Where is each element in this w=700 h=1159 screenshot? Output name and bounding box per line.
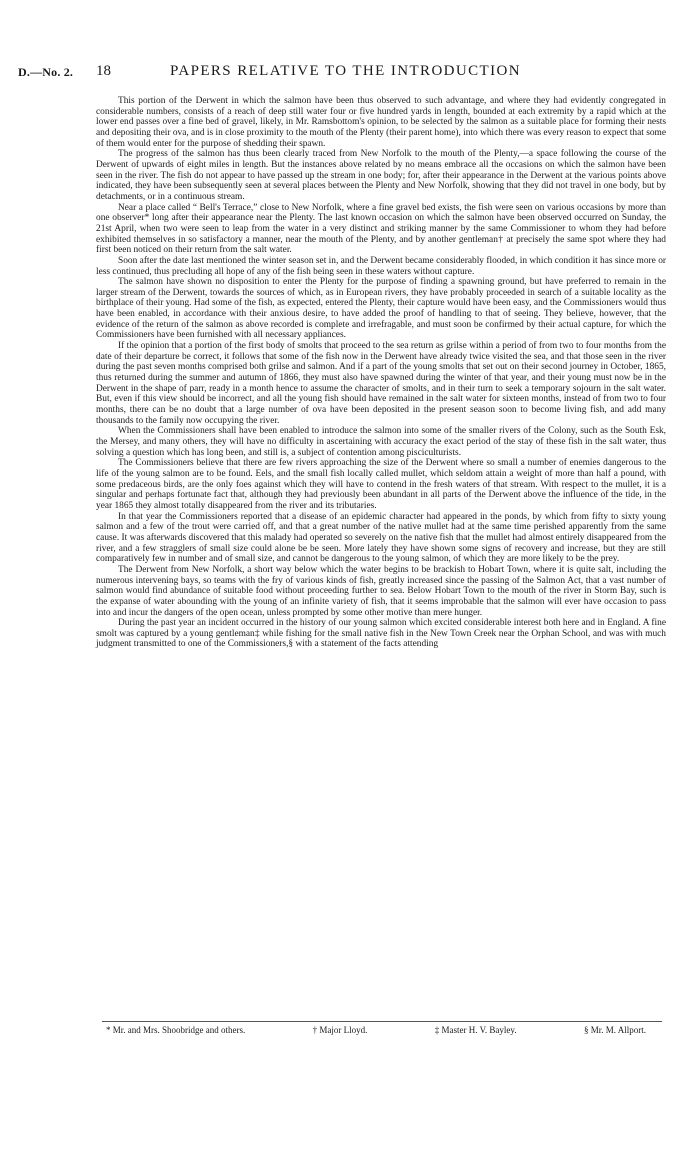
footnote: § Mr. M. Allport.: [583, 1025, 646, 1035]
paragraph: If the opinion that a portion of the first body of smolts that proceed to the sea return as grilse within a period of from two to four months from the date of their departure be correct, it follows that some of the fish now in the Derwent have already twice visited the sea, and that those seen in the river during the past seven months comprised both grilse and salmon. And if a part of the young smolts that set out on their second journey in October, 1865, thus returned during the summer and autumn of 1866, they must also have spawned during the winter of that year, and their young must now be in the Derwent in the shape of parr, ready in a month hence to assume the character of smolts, and in their turn to seek a temporary sojourn in the salt water. But, even if this view should be incorrect, and all the young fish should have remained in the salt water for sixteen months, instead of from two to four months, there can be no doubt that a large number of ova have been deposited in the present season soon to become living fish, and add many thousands to the family now occupying the river.: [96, 341, 666, 426]
paragraph: In that year the Commissioners reported that a disease of an epidemic character had appeared in the ponds, by which from fifty to sixty young salmon and a few of the trout were carried off, and that a great number of the native mullet had at the same time perished apparently from the same cause. It was afterwards discovered that this malady had operated so severely on the native fish that the mullet had almost entirely disappeared from the river, and a few stragglers of small size could alone be be seen. More lately they have shown some signs of recovery and increase, but they are still comparatively few in number and of small size, and cannot be dangerous to the young salmon, of which they are more likely to be the prey.: [96, 511, 666, 565]
page-header: [0, 63, 700, 83]
paragraph: Near a place called “ Bell's Terrace,” close to New Norfolk, where a fine gravel bed exists, the fish were seen on various occasions by more than one observer* long after their appearance near the Plenty. The last known occasion on which the salmon have been observed occurred on Sunday, the 21st April, when two were seen to leap from the water in a very distinct and striking manner by the same Commissioner to whom they had before exhibited themselves in so satisfactory a manner, near the mouth of the Plenty, and by another gentleman† at precisely the same spot where they had first been noticed on their return from the salt water.: [96, 202, 666, 256]
paragraph: The Commissioners believe that there are few rivers approaching the size of the Derwent where so small a number of enemies dangerous to the life of the young salmon are to be found. Eels, and the small fish locally called mullet, which seldom attain a weight of more than half a pound, with some predaceous birds, are the only foes against which they will have to contend in the fresh waters of that stream. With respect to the mullet, it is a singular and perhaps fortunate fact that, although they had previously been abundant in all parts of the Derwent above the influence of the tide, in the year 1865 they almost totally disappeared from the river and its tributaries.: [96, 458, 666, 511]
paragraph: The salmon have shown no disposition to enter the Plenty for the purpose of finding a spawning ground, but have preferred to remain in the larger stream of the Derwent, towards the sources of which, as in European rivers, they have probably proceeded in search of a suitable locality as the birthplace of their young. Had some of the fish, as expected, entered the Plenty, their capture would have been easy, and the Commissioners would thus have been enabled, in accordance with their anxious desire, to have added the proof of handling to that of seeing. They believe, however, that the evidence of the return of the salmon as above recorded is complete and irrefragable, and must soon be confirmed by their actual capture, for which the Commissioners have been furnished with all necessary appliances.: [96, 277, 666, 341]
footnote: ‡ Master H. V. Bayley.: [434, 1025, 517, 1035]
running-title: PAPERS RELATIVE TO THE INTRODUCTION: [170, 63, 521, 79]
footnotes: [96, 1025, 666, 1035]
footnote: † Major Lloyd.: [312, 1025, 368, 1035]
paragraph: Soon after the date last mentioned the winter season set in, and the Derwent became considerably flooded, in which condition it has since more or less continued, thus precluding all hope of any of the fish being seen in these waters without capture.: [96, 255, 666, 277]
paragraph: During the past year an incident occurred in the history of our young salmon which excited considerable interest both here and in England. A fine smolt was captured by a young gentleman‡ while fishing for the small native fish in the New Town Creek near the Orphan School, and was with much judgment transmitted to one of the Commissioners,§ with a statement of the facts attending: [96, 618, 666, 650]
page-number: 18: [96, 63, 111, 79]
paragraph: This portion of the Derwent in which the salmon have been thus observed to such advantage, and where they had evidently congregated in considerable numbers, consists of a reach of deep still water four or five hundred yards in length, bounded at each extremity by a rapid which at the lower end passes over a fine bed of gravel, likely, in Mr. Ramsbottom's opinion, to be selected by the salmon as a suitable place for forming their nests and depositing their ova, and is in close proximity to the mouth of the Plenty (their parent home), into which there was every reason to expect that some of them would enter for the purpose of shedding their spawn.: [96, 96, 666, 149]
paragraph: When the Commissioners shall have been enabled to introduce the salmon into some of the smaller rivers of the Colony, such as the South Esk, the Mersey, and many others, they will have no difficulty in ascertaining with accuracy the exact period of the stay of these fish in the salt water, thus solving a question which has long been, and still is, a subject of contention among pisciculturists.: [96, 426, 666, 458]
footnote: * Mr. and Mrs. Shoobridge and others.: [106, 1025, 246, 1035]
paragraph: The Derwent from New Norfolk, a short way below which the water begins to be brackish to Hobart Town, where it is quite salt, including the numerous intervening bays, so teams with the fry of various kinds of fish, greatly increased since the passing of the Salmon Act, that a vast number of salmon would find abundance of suitable food without proceeding further to sea. Below Hobart Town to the mouth of the river in Storm Bay, such is the expanse of water abounding with the young of an infinite variety of fish, that it seems improbable that the salmon will ever have occasion to pass into and incur the dangers of the open ocean, unless prompted by some other motive than mere hunger.: [96, 564, 666, 618]
body-text: [96, 96, 666, 650]
footnote-divider: [102, 1021, 662, 1022]
paragraph: The progress of the salmon has thus been clearly traced from New Norfolk to the mouth of the Plenty,—a space following the course of the Derwent of upwards of eight miles in length. But the instances above related by no means embrace all the occasions on which the salmon have been seen in the river. The fish do not appear to have passed up the stream in one body; for, after their appearance in the Derwent at the various points above indicated, they have been subsequently seen at several places between the Plenty and New Norfolk, showing that they did not travel in one body, but by detachments, or in a continuous stream.: [96, 149, 666, 202]
paper-reference: D.—No. 2.: [18, 65, 74, 79]
